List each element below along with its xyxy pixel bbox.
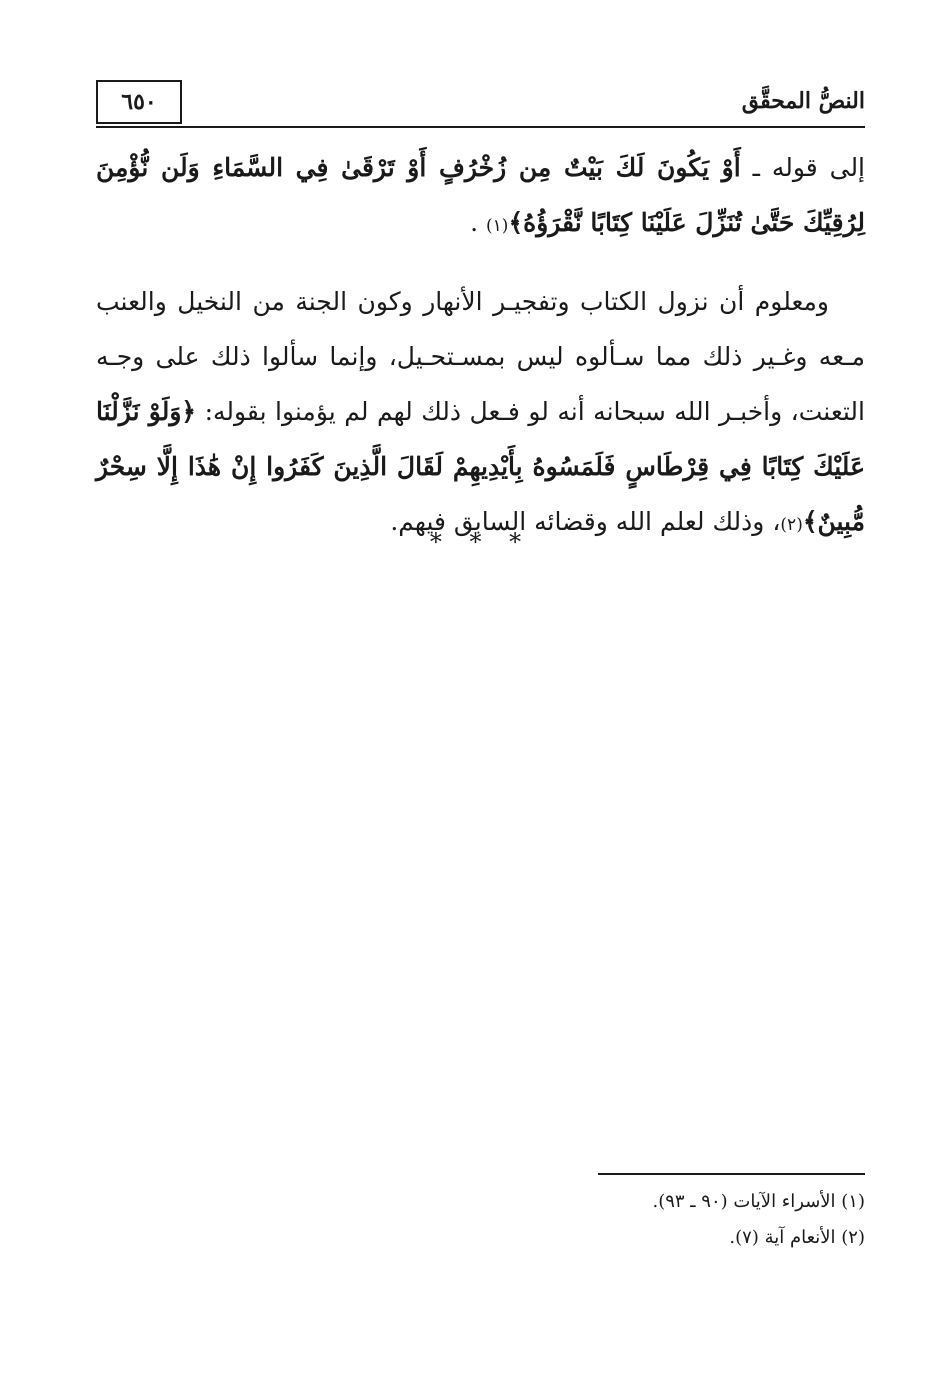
quran-verse-1: أَوْ يَكُونَ لَكَ بَيْتٌ مِن زُخْرُفٍ أَوْ تَرْقَىٰ فِي السَّمَاءِ وَلَن نُّؤْمِنَ لِرُقِيِّكَ حَتَّىٰ تُنَزِّلَ عَلَيْنَا كِتَابًا نَّقْرَؤُهُ xyxy=(96,153,865,237)
page-header xyxy=(96,80,865,130)
running-title: النصُّ المحقَّق xyxy=(741,88,865,114)
footnote-ref-2: (٢) xyxy=(780,515,803,535)
paragraph-1-intro: إلى قوله ـ xyxy=(740,153,866,182)
footnote-ref-1: (١) xyxy=(486,216,509,236)
verse-2-close-bracket: ﴾ xyxy=(802,507,818,536)
verse-1-close-bracket: ﴾ xyxy=(508,208,524,237)
header-rule xyxy=(96,126,865,128)
page-number: ٦٥٠ xyxy=(96,80,182,124)
paragraph-1 xyxy=(96,140,865,254)
paragraph-2-end: ، وذلك لعلم الله وقضائه السابق فيهم. xyxy=(390,507,781,536)
paragraph-1-end: . xyxy=(470,208,487,237)
verse-2-open-bracket: ﴿ xyxy=(181,397,197,426)
footnotes xyxy=(400,1184,865,1256)
footnote-1: (١) الأسراء الآيات (٩٠ ـ ٩٣). xyxy=(652,1191,865,1212)
paragraph-2-text: ومعلوم أن نزول الكتاب وتفجيـر الأنهار وكون الجنة من النخيل والعنب مـعه وغـير ذلك مما سـألوه ليس بمسـتحـيل، وإنما سألوا ذلك على وجـه التعنت، وأخبـر الله سبحانه أنه لو فـعل ذلك لهم لم يؤمنوا بقوله: xyxy=(96,287,865,426)
main-text xyxy=(96,140,865,553)
section-separator: * * * xyxy=(429,528,532,556)
footnote-rule xyxy=(598,1173,865,1175)
quran-verse-2: وَلَوْ نَزَّلْنَا عَلَيْكَ كِتَابًا فِي قِرْطَاسٍ فَلَمَسُوهُ بِأَيْدِيهِمْ لَقَالَ الَّذِينَ كَفَرُوا إِنْ هَٰذَا إِلَّا سِحْرٌ مُّبِينٌ xyxy=(96,397,865,536)
paragraph-2 xyxy=(96,274,865,553)
footnote-2: (٢) الأنعام آية (٧). xyxy=(729,1227,865,1248)
